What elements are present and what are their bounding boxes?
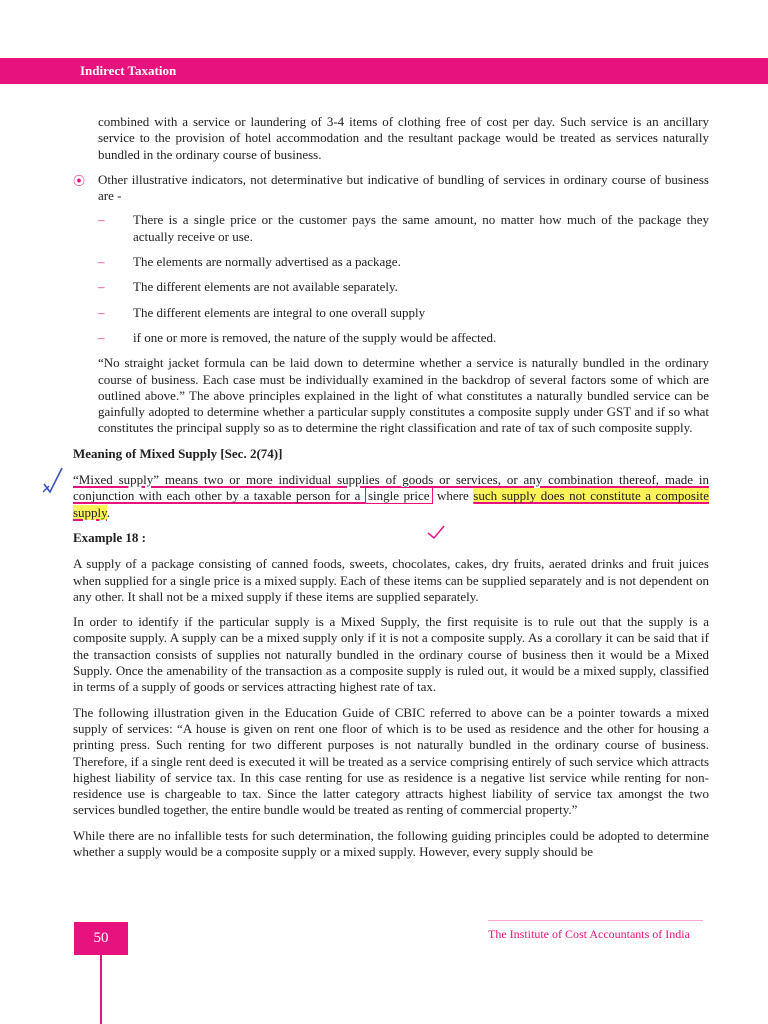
illustration-paragraph: The following illustration given in the Education Guide of CBIC referred to above can be a pointer towards a mixed supply of services: “A house is given on rent one floor of which is to be used as residence and the other for housing a printing press. Such renting for two different purposes is not naturally bundled in the ordinary course of business. Therefore, if a single rent deed is executed it will be treated as a service comprising entirely of such service which attracts highest liability of service tax. In this case renting for use as residence is a negative list service while renting for non-residence use is chargeable to tax. Since the latter category attracts highest liability of service tax amongst the two services bundled together, the entire bundle would be treated as renting of commercial property.”: [73, 704, 709, 818]
dash-icon: –: [98, 212, 105, 228]
example-paragraph: A supply of a package consisting of canned foods, sweets, chocolates, cakes, dry fruits, aerated drinks and fruit juices when supplied for a single price is a mixed supply. Each of these items can be supplied separately and is not dependent on any other. It shall not be a mixed supply if these items are supplied separately.: [73, 556, 709, 604]
dash-icon: –: [98, 304, 105, 320]
page-number: 50: [74, 922, 128, 955]
dash-text: The different elements are not available separately.: [133, 279, 398, 295]
dash-text: if one or more is removed, the nature of the supply would be affected.: [133, 329, 497, 345]
mixed-supply-definition: [73, 472, 709, 521]
definition-text: .: [106, 504, 111, 520]
section-heading: Meaning of Mixed Supply [Sec. 2(74)]: [73, 445, 283, 461]
quote-paragraph: “No straight jacket formula can be laid down to determine whether a service is naturally bundled in the ordinary course of business. Each case must be individually examined in the backdrop of several factors some of which are outlined above.” The above principles explained in the light of what constitutes a naturally bundled service can be gainfully adopted to determine whether a particular supply constitutes a composite supply under GST and if so what constitutes the principal supply so as to determine the right classification and rate of tax of such composite supply.: [98, 355, 709, 436]
tick-mark: [44, 468, 62, 492]
boxed-phrase: single price: [365, 487, 433, 504]
dash-item: [98, 212, 709, 245]
dash-text: The elements are normally advertised as a package.: [133, 254, 401, 270]
dash-icon: –: [98, 329, 105, 345]
dash-icon: –: [98, 279, 105, 295]
header-title: Indirect Taxation: [80, 63, 177, 78]
tick-mark: [43, 486, 49, 492]
definition-text: “Mixed supply” means two or more individual supplies of goods or services, or any combination thereof, made in conjunction with each other by a taxable person for a: [73, 472, 709, 504]
dash-text: The different elements are integral to one overall supply: [133, 304, 426, 320]
bullet-item: [73, 172, 709, 205]
identify-paragraph: In order to identify if the particular supply is a Mixed Supply, the first requisite is to rule out that the supply is a composite supply. A supply can be a mixed supply only if it is not a composite supply. As a corollary it can be said that if the transaction consists of supplies not naturally bundled in the ordinary course of business then it would be a Mixed Supply. Once the amenability of the transaction as a composite supply is ruled out, it would be a mixed supply, classified in terms of a supply of goods or services attracting highest rate of tax.: [73, 614, 709, 695]
tests-paragraph: While there are no infallible tests for such determination, the following guiding principles could be adopted to determine whether a supply would be a composite supply or a mixed supply. However, every supply should be: [73, 827, 709, 859]
dash-text: There is a single price or the customer pays the same amount, no matter how much of the package they actually receive or use.: [133, 212, 709, 244]
highlighted-phrase: such supply does not constitute a composite supply: [73, 488, 709, 520]
footer-institute: The Institute of Cost Accountants of India: [488, 927, 690, 941]
bullet-text: Other illustrative indicators, not determinative but indicative of bundling of services in ordinary course of business are -: [98, 171, 709, 204]
example-heading: Example 18 :: [73, 529, 146, 545]
page-content: [73, 114, 709, 869]
dash-item: [98, 330, 709, 346]
page-line: [100, 955, 102, 1024]
dash-item: [98, 305, 709, 321]
target-bullet-icon: ⦿: [73, 173, 86, 188]
dash-icon: –: [98, 254, 105, 270]
definition-text: where: [432, 488, 474, 504]
dash-item: [98, 279, 709, 295]
footer-rule: [488, 920, 703, 921]
intro-paragraph: combined with a service or laundering of 3-4 items of clothing free of cost per day. Such service is an ancillary service to the provision of hotel accommodation and the resultant package would be treated as services naturally bundled in the ordinary course of business.: [98, 114, 709, 162]
dash-item: [98, 254, 709, 270]
